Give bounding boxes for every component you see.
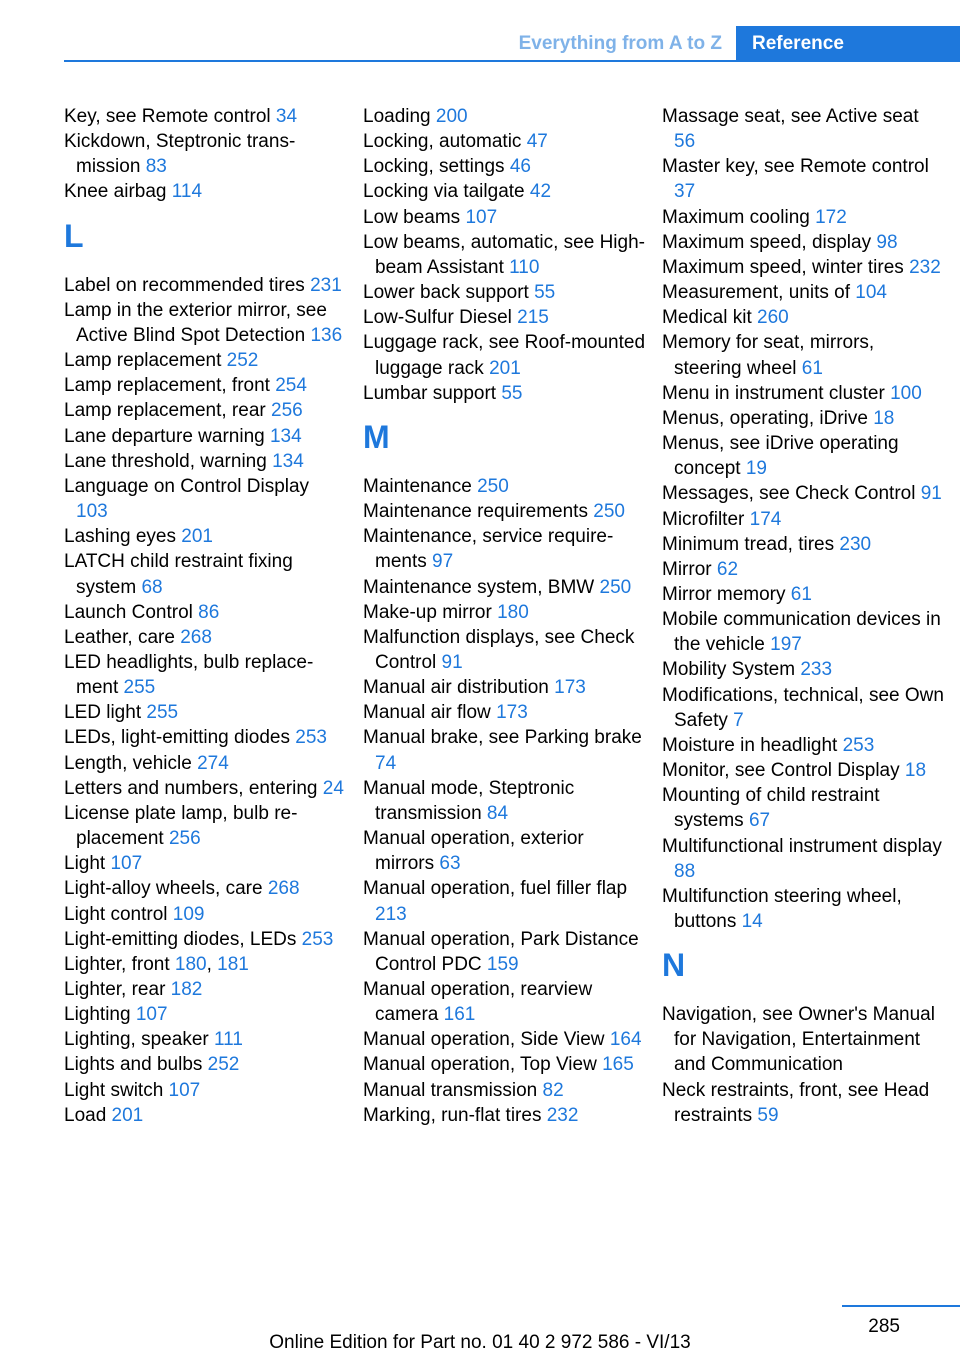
page-link[interactable]: 268 [180,626,212,648]
page-link[interactable]: 256 [271,400,303,422]
index-entry-text: Lamp replacement, rear [64,400,271,422]
page-link[interactable]: 103 [76,501,108,523]
page-link[interactable]: 107 [465,206,498,228]
page-link[interactable]: 114 [171,181,203,203]
index-entry [363,330,645,380]
page-link[interactable]: 100 [890,382,922,404]
index-entry [64,424,346,449]
page-link[interactable]: 232 [909,256,941,278]
page-link[interactable]: 74 [375,752,397,774]
page-link[interactable]: 82 [542,1079,564,1101]
index-entry [363,977,645,1027]
index-entry-text: Multifunctional instrument display [662,835,942,857]
index-entry-text: Letters and numbers, entering [64,777,323,799]
page-link[interactable]: 61 [790,583,812,605]
index-entry [363,625,645,675]
index-entry-text: Manual operation, fuel filler flap [363,878,628,900]
page-link[interactable]: 201 [181,526,213,548]
page-link[interactable]: 213 [375,903,407,925]
index-entry-text: Label on recommended tires [64,274,311,296]
page-link[interactable]: 86 [198,601,220,623]
index-entry-text: Mirror memory [662,583,791,605]
page-link[interactable]: 107 [110,853,143,875]
page-link[interactable]: 232 [546,1104,579,1126]
index-entry [662,104,944,154]
index-entry [363,876,645,926]
index-entry [363,600,645,625]
page-link[interactable]: 111 [214,1029,243,1051]
index-entry [64,129,346,179]
index-entry-text: Leather, care [64,626,181,648]
index-entry [64,927,346,952]
index-entry [64,179,346,204]
index-entry-text: Light [64,853,111,875]
page-link[interactable]: 55 [501,382,523,404]
index-entry-text: Lane departure warning [64,425,270,447]
index-entry-text: Malfunction displays, see Check Control [363,626,635,673]
index-entry-text: LED light [64,702,147,724]
index-entry-text: Maximum speed, display [662,231,877,253]
index-entry [662,733,944,758]
page-link[interactable]: 68 [141,576,163,598]
page-link[interactable]: 34 [275,106,298,127]
page-link[interactable]: 91 [441,651,463,673]
index-entry-text: Lamp in the exterior mirror, see Active Blind Spot Detection [64,299,327,346]
footer-rule [842,1305,960,1307]
index-entry [64,1103,346,1128]
page-link[interactable]: 91 [920,483,942,505]
index-entry [662,255,944,280]
page-link[interactable]: 201 [111,1104,144,1126]
index-entry-text: Load [64,1104,112,1126]
index-entry [363,776,645,826]
index-column-3 [662,104,944,1128]
index-entry-text: Kickdown, Steptronic transmission [64,131,296,178]
index-entry [64,977,346,1002]
page-link[interactable]: 253 [295,727,327,749]
index-entry [64,876,346,901]
page-link[interactable]: 255 [146,702,179,724]
index-entry-text: Low beams, automatic, see High-beam Assistant [363,231,645,278]
page-link[interactable]: 42 [529,181,552,203]
index-entry [662,431,944,481]
page-link[interactable]: 252 [207,1054,240,1076]
page-link[interactable]: 197 [770,634,802,656]
index-entry-text: Maintenance [363,475,478,497]
index-entry [64,273,346,298]
index-entry-text: Light control [64,903,173,925]
index-entry-text: Lights and bulbs [64,1054,208,1076]
index-entry-text: Medical kit [662,307,758,329]
index-entry [662,381,944,406]
index-entry-text: Lane threshold, warning [64,450,273,472]
index-entry [363,129,645,154]
index-letter-heading: N [662,947,686,984]
page-link[interactable]: 62 [716,558,739,580]
page-link[interactable]: 181 [217,953,249,975]
page-link[interactable]: 19 [745,458,767,480]
index-entry [363,927,645,977]
index-entry [64,650,346,700]
index-entry-text: Marking, run-flat tires [363,1104,547,1126]
index-entry [64,373,346,398]
index-entry [662,582,944,607]
index-entry-text: Low beams [363,206,466,228]
index-entry-text: Neck restraints, front, see Head restraints [662,1079,930,1126]
page-link[interactable]: 201 [489,357,521,379]
page-link[interactable]: 200 [435,106,468,127]
index-entry [662,532,944,557]
page-link[interactable]: 165 [602,1054,634,1076]
index-entry-text: Manual transmission [363,1079,543,1101]
page-link[interactable]: 180 [497,601,529,623]
edition-note: Online Edition for Part no. 01 40 2 972 586 - VI/13 [269,1332,691,1353]
page-link[interactable]: 173 [496,702,528,724]
index-entry-text: Lashing eyes [64,526,182,548]
index-entry-text: Manual operation, Top View [363,1054,603,1076]
page-link[interactable]: 84 [486,802,509,824]
page-link[interactable]: 37 [674,181,696,203]
index-entry [64,952,346,977]
index-entry [363,381,645,406]
index-entry [662,330,944,380]
index-entry [662,884,944,934]
index-entry [662,305,944,330]
index-entry [64,474,346,524]
header-section-title: Everything from A to Z [518,33,722,54]
index-entry-text: Light-alloy wheels, care [64,878,268,900]
page-link[interactable]: 182 [170,979,203,1000]
index-entry [363,305,645,330]
page-link[interactable]: 83 [145,156,167,178]
index-entry-text: Manual brake, see Parking brake [363,727,642,749]
page-link[interactable]: 56 [674,131,696,153]
index-entry-text: Maintenance requirements [363,501,594,523]
index-column-2 [363,104,645,1128]
index-entry-text: Manual mode, Steptronic transmission [363,777,575,824]
index-entry-text: Maximum cooling [662,206,816,228]
index-entry-text: Mounting of child restraint systems [662,785,880,832]
page-link[interactable]: 134 [272,450,304,472]
index-entry [662,481,944,506]
index-entry [662,154,944,204]
page-link[interactable]: 172 [815,206,847,228]
index-entry [363,675,645,700]
index-entry-text: Knee airbag [64,181,172,203]
index-entry-text: Microfilter [662,508,750,530]
index-entry [64,449,346,474]
index-entry [363,575,645,600]
index-entry-text: Lighter, front [64,953,175,975]
page-link[interactable]: 256 [168,828,201,850]
page-link[interactable]: 215 [517,307,549,329]
index-entry-text: Language on Control Display [64,475,310,497]
page-number: 285 [868,1316,900,1337]
index-entry-text: Key, see Remote control [64,106,276,127]
page-link[interactable]: 253 [301,928,334,950]
index-entry-text: Maximum speed, winter tires [662,256,910,278]
index-entry [64,348,346,373]
page-link[interactable]: 59 [757,1104,779,1126]
index-entry-text: Moisture in headlight [662,734,843,756]
page-link[interactable]: 268 [267,878,300,900]
page-link[interactable]: 231 [310,274,342,296]
index-entry [64,1002,346,1027]
page-link[interactable]: 97 [432,551,454,573]
index-entry [363,104,645,129]
index-entry [64,625,346,650]
index-entry-text: Menu in instrument cluster [662,382,891,404]
index-entry [363,179,645,204]
index-entry [363,499,645,524]
index-entry [363,230,645,280]
page-link[interactable]: 18 [904,760,927,782]
page-link[interactable]: 107 [168,1079,201,1101]
index-entry [64,1078,346,1103]
index-entry [662,230,944,255]
index-entry [363,205,645,230]
page-link[interactable]: 63 [439,853,461,875]
page-link[interactable]: 174 [749,508,782,530]
index-entry-text: Modifications, technical, see Own Safety [662,684,944,731]
index-entry-text: Messages, see Check Control [662,483,921,505]
page-link[interactable]: 88 [674,860,696,882]
index-entry-text: Menus, operating, iDrive [662,407,874,429]
index-entry [363,725,645,775]
index-entry-text: Light switch [64,1079,169,1101]
index-entry-text: Mobility System [662,659,801,681]
index-entry-text: Lighting, speaker [64,1029,214,1051]
index-entry-text: Manual operation, Park Distance Control PDC [363,928,639,975]
index-entry [64,902,346,927]
page-link[interactable]: 252 [226,350,259,372]
page-link[interactable]: 104 [855,282,887,304]
index-entry-text: Make-up mirror [363,601,498,623]
index-entry-text: Manual air flow [363,702,497,724]
index-entry [662,1002,944,1077]
index-entry [64,1052,346,1077]
index-entry-text: Luggage rack, see Roof-mounted luggage rack [363,332,646,379]
page-link[interactable]: 164 [609,1029,642,1051]
index-entry-text: Mirror [662,558,717,580]
index-entry-text: Length, vehicle [64,752,198,774]
index-entry [662,607,944,657]
index-entry-text: Menus, see iDrive operating concept [662,433,899,480]
index-entry-text: Mobile communication devices in the vehicle [662,609,941,656]
page-link[interactable]: 250 [593,501,625,523]
index-entry [363,1027,645,1052]
index-entry-text: Light-emitting diodes, LEDs [64,928,302,950]
header-reference-tab: Reference [736,26,960,62]
page-link[interactable]: 14 [741,911,763,932]
index-entry [64,1027,346,1052]
index-entry [64,776,346,801]
page-link[interactable]: 230 [839,533,872,555]
index-entry-text: Lamp replacement [64,350,227,372]
index-entry-text: Lower back support [363,282,535,304]
index-entry-text: Monitor, see Control Display [662,760,905,782]
page-link[interactable]: 253 [842,734,875,756]
index-column-1 [64,104,346,1128]
index-entry [662,758,944,783]
index-entry-text: Lumbar support [363,382,502,404]
page-link[interactable]: 274 [197,752,229,774]
page-link[interactable]: 173 [554,677,586,699]
index-entry-text: Minimum tread, tires [662,533,840,555]
header-rule [64,60,960,62]
index-entry-text: Maintenance, service requirements [363,526,614,573]
index-entry-text: Manual operation, exterior mirrors [363,828,584,875]
page-link[interactable]: 254 [275,375,307,397]
index-entry-text: Massage seat, see Active seat [662,106,919,127]
index-letter-heading: L [64,217,84,254]
index-entry-text: Launch Control [64,601,199,623]
index-entry-text: Locking via tailgate [363,181,530,203]
page-link[interactable]: 46 [509,156,531,178]
page-link[interactable]: 250 [599,576,632,598]
index-letter-heading: M [363,418,390,455]
index-entry [64,549,346,599]
index-entry [662,834,944,884]
page-link[interactable]: 98 [876,231,898,253]
page-link[interactable]: 107 [135,1004,168,1026]
index-entry [363,1078,645,1103]
page-link[interactable]: 260 [757,307,789,329]
page-link[interactable]: 255 [123,677,156,699]
index-entry-text: Manual operation, Side View [363,1029,610,1051]
index-entry [363,1052,645,1077]
page-separator: , [206,953,218,975]
index-entry [64,104,346,129]
index-entry [64,298,346,348]
index-entry-text: Lighter, rear [64,979,171,1000]
index-entry [363,700,645,725]
index-entry [363,280,645,305]
index-entry [662,205,944,230]
index-entry-text: Loading [363,106,436,127]
index-entry-text: LED headlights, bulb replacement [64,651,314,699]
index-entry [64,700,346,725]
page-link[interactable]: 55 [534,282,556,304]
index-entry [363,826,645,876]
page-link[interactable]: 136 [310,324,343,346]
index-entry-text: Multifunction steering wheel, buttons [662,885,902,932]
index-entry [363,1103,645,1128]
page-link[interactable]: 109 [172,903,205,925]
index-entry [64,801,346,851]
index-entry [363,474,645,499]
index-entry [64,851,346,876]
index-entry [662,280,944,305]
index-entry [662,557,944,582]
index-entry-text: Maintenance system, BMW [363,576,600,598]
index-entry-text: License plate lamp, bulb replacement [64,802,298,850]
page-link[interactable]: 67 [748,810,771,832]
index-entry-text: Manual operation, rearview camera [363,979,593,1026]
index-entry-text: Locking, automatic [363,131,527,153]
page-link[interactable]: 180 [174,953,207,975]
page-link[interactable]: 159 [486,953,519,975]
index-entry [662,683,944,733]
index-entry [662,783,944,833]
index-entry-text: Master key, see Remote control [662,156,929,178]
index-entry-text: Manual air distribution [363,677,555,699]
index-entry [662,1078,944,1128]
page-link[interactable]: 7 [733,709,744,731]
index-entry-text: LEDs, light-emitting diodes [64,727,296,749]
index-entry-text: Lighting [64,1004,136,1026]
index-entry [662,657,944,682]
index-entry-text: Locking, settings [363,156,510,178]
index-entry [363,524,645,574]
page-link[interactable]: 18 [873,407,895,429]
page-link[interactable]: 47 [526,131,548,153]
index-entry [64,600,346,625]
index-entry [64,524,346,549]
index-entry [64,398,346,423]
page-link[interactable]: 161 [443,1004,476,1026]
index-entry [662,507,944,532]
index-entry [64,725,346,750]
index-entry-text: Low-Sulfur Diesel [363,307,518,329]
page-link[interactable]: 250 [477,475,509,497]
index-entry-text: Lamp replacement, front [64,375,276,397]
page-link[interactable]: 134 [269,425,302,447]
page-link[interactable]: 24 [322,777,344,799]
page-link[interactable]: 61 [801,357,823,379]
index-entry-text: Navigation, see Owner's Manual for Navigation, Entertainment and Communication [662,1004,935,1076]
index-entry [662,406,944,431]
index-entry [363,154,645,179]
index-entry-text: LATCH child restraint fixing system [64,551,293,598]
page-link[interactable]: 233 [800,659,833,681]
index-entry-text: Measurement, units of [662,282,856,304]
index-entry [64,751,346,776]
page-link[interactable]: 110 [509,256,540,278]
index-entry-text: Memory for seat, mirrors, steering wheel [662,332,875,379]
